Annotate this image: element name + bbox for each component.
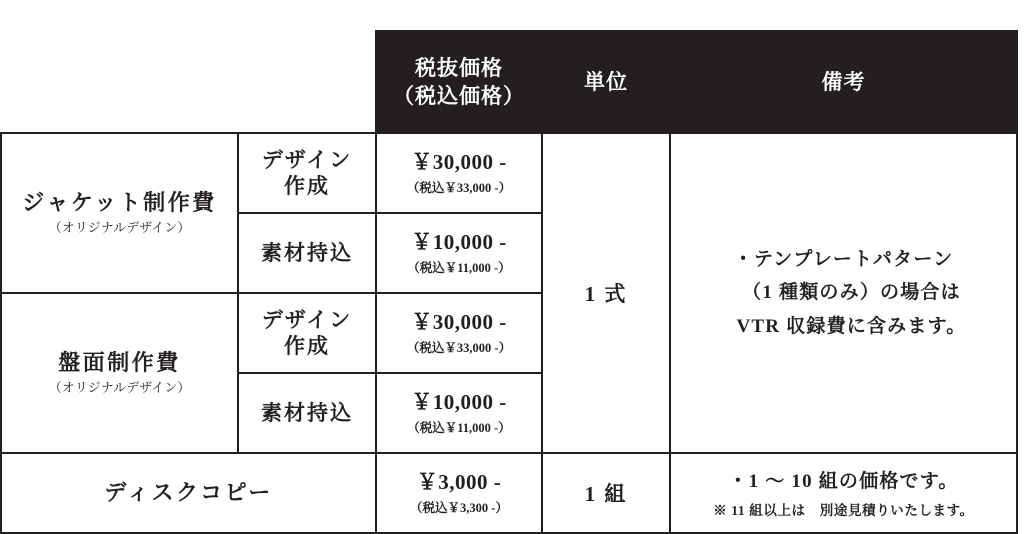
price-sub: （税込￥33,000 -） — [406, 181, 512, 196]
unit-disc-copy: 1 組 — [542, 453, 670, 533]
header-price-cell — [376, 31, 542, 133]
price-sub: （税込￥3,300 -） — [410, 501, 508, 516]
price-jacket-design — [376, 133, 542, 213]
item-sub-label: （オリジナルデザイン） — [48, 380, 191, 396]
item-main-label: 盤面制作費 — [58, 350, 181, 375]
note-merged-cell — [670, 133, 1017, 453]
sub-item-line2: 作成 — [284, 334, 330, 358]
note-line-3: VTR 収録費に含みます。 — [736, 315, 967, 337]
price-main: ￥3,000 - — [416, 469, 502, 494]
header-price-line2: （税込価格） — [393, 84, 525, 108]
price-sub: （税込￥11,000 -） — [407, 421, 511, 436]
price-main: ￥10,000 - — [411, 229, 507, 254]
sub-item-line2: 作成 — [284, 174, 330, 198]
note-line-2: （1 種類のみ）の場合は — [742, 282, 961, 304]
price-main: ￥30,000 - — [411, 309, 507, 334]
note-copy-line-1: ・1 〜 10 組の価格です。 — [728, 471, 959, 493]
note-disc-copy — [670, 453, 1017, 533]
item-main-label: ジャケット制作費 — [22, 190, 217, 215]
sub-item-jacket-design — [238, 133, 376, 213]
item-main-label: ディスクコピー — [104, 479, 273, 505]
sub-item-line1: デザイン — [261, 307, 353, 332]
sub-item-jacket-material — [238, 213, 376, 293]
price-main: ￥30,000 - — [411, 149, 507, 174]
sub-item-line1: 素材持込 — [261, 400, 353, 425]
item-name-jacket — [1, 133, 238, 293]
header-note-cell: 備考 — [670, 31, 1017, 133]
sub-item-line1: 素材持込 — [261, 240, 353, 265]
price-disc-material — [376, 373, 542, 453]
price-table — [0, 30, 1018, 534]
item-name-disc-copy — [1, 453, 376, 533]
note-line-1: ・テンプレートパターン — [733, 249, 954, 271]
header-unit-cell: 単位 — [542, 31, 670, 133]
note-copy-line-2: ※ 11 組以上は 別途見積りいたします。 — [713, 502, 974, 518]
item-name-disc-face — [1, 293, 238, 453]
price-main: ￥10,000 - — [411, 389, 507, 414]
unit-merged-cell: 1 式 — [542, 133, 670, 453]
table-row — [1, 453, 1017, 533]
price-disc-copy — [376, 453, 542, 533]
price-jacket-material — [376, 213, 542, 293]
header-blank-cell — [1, 31, 376, 133]
header-price-line1: 税抜価格 — [415, 55, 503, 80]
sub-item-disc-design — [238, 293, 376, 373]
table-row — [1, 133, 1017, 213]
sub-item-line1: デザイン — [261, 147, 353, 172]
price-disc-design — [376, 293, 542, 373]
sub-item-disc-material — [238, 373, 376, 453]
price-sub: （税込￥33,000 -） — [406, 341, 512, 356]
table-header-row — [1, 31, 1017, 133]
price-sub: （税込￥11,000 -） — [407, 261, 511, 276]
item-sub-label: （オリジナルデザイン） — [48, 220, 191, 236]
